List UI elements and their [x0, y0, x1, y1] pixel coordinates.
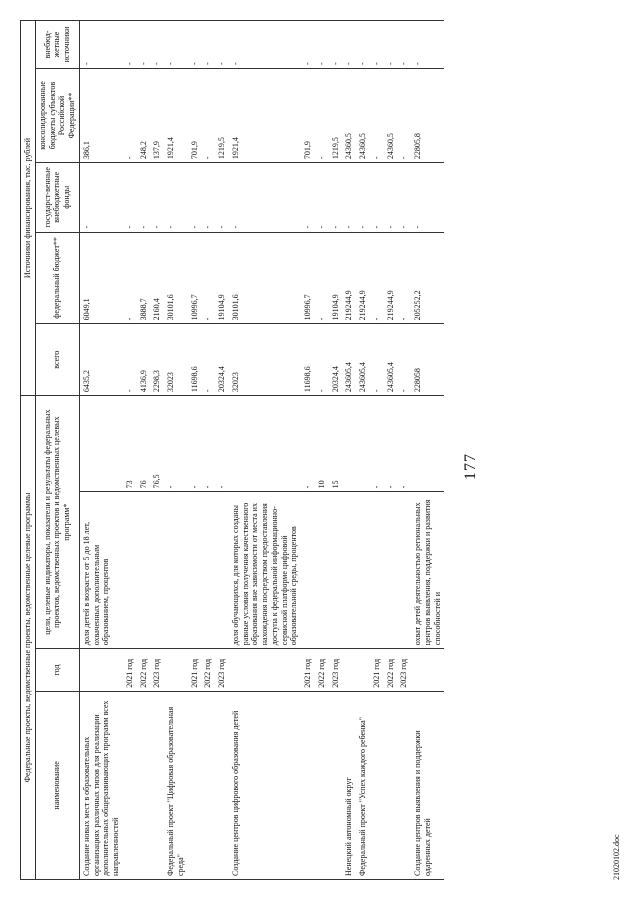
- cell-year: [342, 649, 356, 692]
- cell-value: -: [215, 396, 229, 492]
- cell-regional: -: [123, 68, 137, 162]
- cell-extra: -: [397, 21, 411, 69]
- cell-year: 2022 год: [315, 649, 329, 692]
- cell-indicator: [315, 492, 329, 649]
- cell-total: 4136,9: [137, 324, 151, 396]
- cell-extra: -: [370, 21, 384, 69]
- cell-funds: -: [356, 163, 370, 232]
- cell-funds: -: [150, 163, 164, 232]
- table-row: [164, 21, 188, 880]
- cell-indicator: [137, 492, 151, 649]
- cell-year: 2021 год: [370, 649, 384, 692]
- cell-total: -: [397, 324, 411, 396]
- table-row: [123, 21, 137, 880]
- cell-federal: 3888,7: [137, 232, 151, 324]
- cell-federal: 6049,1: [79, 232, 123, 324]
- cell-regional: 22805,8: [411, 68, 444, 162]
- cell-federal: -: [201, 232, 215, 324]
- cell-extra: -: [123, 21, 137, 69]
- cell-value: [229, 396, 301, 492]
- cell-indicator: [215, 492, 229, 649]
- cell-value: 10: [315, 396, 329, 492]
- header-regional: консолидированные бюджеты субъектов Российской Федерации**: [35, 68, 79, 162]
- cell-extra: -: [329, 21, 343, 69]
- cell-name: [188, 691, 202, 879]
- cell-name: [397, 691, 411, 879]
- cell-name: Создание центров цифрового образования детей: [229, 691, 301, 879]
- cell-indicator: [356, 492, 370, 649]
- cell-federal: 19104,9: [215, 232, 229, 324]
- cell-regional: -: [397, 68, 411, 162]
- rotated-page: [20, 20, 620, 880]
- cell-total: 20324,4: [215, 324, 229, 396]
- header-extra: внебюд-жетные источники: [35, 21, 79, 69]
- cell-year: [79, 649, 123, 692]
- cell-value: [79, 396, 123, 492]
- cell-name: [123, 691, 137, 879]
- cell-indicator: [150, 492, 164, 649]
- cell-regional: 24360,5: [342, 68, 356, 162]
- cell-regional: -: [201, 68, 215, 162]
- table-row: [356, 21, 370, 880]
- header-year: год: [35, 649, 79, 692]
- cell-regional: 24360,5: [384, 68, 398, 162]
- cell-total: 243605,4: [356, 324, 370, 396]
- cell-year: 2023 год: [397, 649, 411, 692]
- cell-name: [215, 691, 229, 879]
- cell-total: 6435,2: [79, 324, 123, 396]
- cell-funds: -: [329, 163, 343, 232]
- cell-name: [137, 691, 151, 879]
- cell-year: 2021 год: [301, 649, 315, 692]
- cell-extra: -: [201, 21, 215, 69]
- cell-funds: -: [201, 163, 215, 232]
- cell-federal: -: [315, 232, 329, 324]
- cell-name: Создание новых мест в образовательных организациях различных типов для реализации дополнительных общеразвивающих программ всех направленностей: [79, 691, 123, 879]
- table-row: [397, 21, 411, 880]
- header-group-label: Федеральные проекты, ведомственные проекты, ведомственные целевые программы: [21, 396, 36, 880]
- cell-extra: -: [137, 21, 151, 69]
- cell-funds: -: [215, 163, 229, 232]
- cell-value: -: [301, 396, 315, 492]
- cell-funds: -: [384, 163, 398, 232]
- cell-extra: -: [79, 21, 123, 69]
- funding-table: [20, 20, 444, 880]
- cell-value: -: [188, 396, 202, 492]
- table-row: [79, 21, 123, 880]
- table-row: [411, 21, 444, 880]
- table-row: [215, 21, 229, 880]
- cell-name: [370, 691, 384, 879]
- cell-total: -: [315, 324, 329, 396]
- table-row: [137, 21, 151, 880]
- cell-regional: -: [315, 68, 329, 162]
- cell-name: Федеральный проект "Цифровая образовательная среда": [164, 691, 188, 879]
- cell-extra: -: [150, 21, 164, 69]
- cell-indicator: [384, 492, 398, 649]
- cell-regional: 24360,5: [356, 68, 370, 162]
- cell-indicator: охват детей деятельностью региональных центров выявления, поддержки и развития способностей и: [411, 492, 444, 649]
- page-number: 177: [462, 453, 479, 480]
- cell-indicator: [329, 492, 343, 649]
- header-state-funds: государст-венные внебюджетные фонды: [35, 163, 79, 232]
- cell-regional: 1219,5: [215, 68, 229, 162]
- cell-name: Создание центров выявления и поддержки одаренных детей: [411, 691, 444, 879]
- cell-extra: -: [164, 21, 188, 69]
- cell-value: -: [397, 396, 411, 492]
- cell-federal: 10996,7: [301, 232, 315, 324]
- cell-year: 2021 год: [188, 649, 202, 692]
- table-row: [384, 21, 398, 880]
- cell-indicator: [397, 492, 411, 649]
- table-row: [342, 21, 356, 880]
- cell-indicator: [370, 492, 384, 649]
- cell-name: Федеральный проект "Успех каждого ребенка": [356, 691, 370, 879]
- cell-value: 15: [329, 396, 343, 492]
- header-funding-label: Источники финансирования, тыс. рублей: [21, 21, 36, 396]
- table-row: [150, 21, 164, 880]
- cell-value: 76: [137, 396, 151, 492]
- cell-indicator: [201, 492, 215, 649]
- cell-total: -: [201, 324, 215, 396]
- table-row: [301, 21, 315, 880]
- cell-extra: -: [301, 21, 315, 69]
- cell-indicator: [123, 492, 137, 649]
- cell-name: [301, 691, 315, 879]
- cell-value: -: [384, 396, 398, 492]
- table-row: [201, 21, 215, 880]
- cell-extra: -: [188, 21, 202, 69]
- cell-year: 2021 год: [123, 649, 137, 692]
- table-body: [79, 21, 444, 880]
- cell-total: 20324,4: [329, 324, 343, 396]
- cell-year: 2023 год: [215, 649, 229, 692]
- cell-funds: -: [342, 163, 356, 232]
- cell-extra: -: [229, 21, 301, 69]
- cell-indicator: [188, 492, 202, 649]
- cell-year: [229, 649, 301, 692]
- cell-funds: -: [315, 163, 329, 232]
- cell-regional: -: [370, 68, 384, 162]
- cell-federal: 205252,2: [411, 232, 444, 324]
- cell-regional: 1921,4: [229, 68, 301, 162]
- cell-federal: 2160,4: [150, 232, 164, 324]
- cell-indicator: [164, 492, 188, 649]
- cell-year: [356, 649, 370, 692]
- cell-year: 2022 год: [137, 649, 151, 692]
- cell-total: -: [370, 324, 384, 396]
- cell-name: Ненецкий автономный округ: [342, 691, 356, 879]
- cell-year: 2023 год: [329, 649, 343, 692]
- cell-total: 32023: [229, 324, 301, 396]
- cell-federal: -: [370, 232, 384, 324]
- table-row: [188, 21, 202, 880]
- cell-extra: -: [411, 21, 444, 69]
- cell-federal: 219244,9: [342, 232, 356, 324]
- cell-extra: -: [315, 21, 329, 69]
- cell-federal: -: [123, 232, 137, 324]
- cell-total: -: [123, 324, 137, 396]
- cell-name: [315, 691, 329, 879]
- cell-indicator: [342, 492, 356, 649]
- cell-name: [150, 691, 164, 879]
- cell-year: 2022 год: [201, 649, 215, 692]
- cell-year: 2022 год: [384, 649, 398, 692]
- header-federal: федеральный бюджет**: [35, 232, 79, 324]
- cell-year: [411, 649, 444, 692]
- cell-value: [356, 396, 370, 492]
- cell-funds: -: [79, 163, 123, 232]
- table-row: [229, 21, 301, 880]
- cell-indicator: доля детей в возрасте от 5 до 18 лет, охваченных дополнительным образованием, процентов: [79, 492, 123, 649]
- cell-regional: 1219,5: [329, 68, 343, 162]
- cell-funds: -: [188, 163, 202, 232]
- cell-total: 11698,6: [188, 324, 202, 396]
- cell-value: -: [370, 396, 384, 492]
- cell-value: 73: [123, 396, 137, 492]
- cell-total: 243605,4: [384, 324, 398, 396]
- cell-federal: 219244,9: [356, 232, 370, 324]
- cell-federal: 30101,6: [164, 232, 188, 324]
- table-row: [329, 21, 343, 880]
- cell-funds: -: [123, 163, 137, 232]
- cell-extra: -: [356, 21, 370, 69]
- cell-total: 228058: [411, 324, 444, 396]
- cell-regional: 701,9: [188, 68, 202, 162]
- cell-funds: -: [397, 163, 411, 232]
- table-row: [370, 21, 384, 880]
- footer-doc-name: 21020102.doc: [612, 834, 621, 880]
- cell-federal: -: [397, 232, 411, 324]
- cell-year: [164, 649, 188, 692]
- cell-regional: 137,9: [150, 68, 164, 162]
- cell-regional: 386,1: [79, 68, 123, 162]
- cell-funds: -: [370, 163, 384, 232]
- cell-value: -: [201, 396, 215, 492]
- cell-funds: -: [164, 163, 188, 232]
- cell-regional: 1921,4: [164, 68, 188, 162]
- cell-value: -: [164, 396, 188, 492]
- cell-value: [411, 396, 444, 492]
- header-name: наименование: [35, 691, 79, 879]
- cell-value: [342, 396, 356, 492]
- cell-funds: -: [137, 163, 151, 232]
- cell-extra: -: [342, 21, 356, 69]
- cell-year: 2023 год: [150, 649, 164, 692]
- cell-total: 32023: [164, 324, 188, 396]
- cell-funds: -: [301, 163, 315, 232]
- cell-indicator: доля обучающихся, для которых созданы равные условия получения качественного образования вне зависимости от места их нахождения посредством предоставления доступа к федеральной информационно-сервисной платформе цифровой образовательной среды, процентов: [229, 492, 301, 649]
- cell-regional: 248,2: [137, 68, 151, 162]
- cell-funds: -: [411, 163, 444, 232]
- cell-extra: -: [215, 21, 229, 69]
- header-indicators: цели, целевые индикаторы, показатели и результаты федеральных проектов, ведомственных проектов и ведомственных целевых программ*: [35, 396, 79, 649]
- cell-federal: 19104,9: [329, 232, 343, 324]
- cell-federal: 219244,9: [384, 232, 398, 324]
- cell-name: [384, 691, 398, 879]
- cell-funds: -: [229, 163, 301, 232]
- header-total: всего: [35, 324, 79, 396]
- cell-indicator: [301, 492, 315, 649]
- cell-total: 2298,3: [150, 324, 164, 396]
- cell-name: [201, 691, 215, 879]
- cell-value: 76,5: [150, 396, 164, 492]
- table-row: [315, 21, 329, 880]
- cell-regional: 701,9: [301, 68, 315, 162]
- cell-total: 11698,6: [301, 324, 315, 396]
- cell-federal: 10996,7: [188, 232, 202, 324]
- cell-federal: 30101,6: [229, 232, 301, 324]
- cell-name: [329, 691, 343, 879]
- cell-extra: -: [384, 21, 398, 69]
- cell-total: 243605,4: [342, 324, 356, 396]
